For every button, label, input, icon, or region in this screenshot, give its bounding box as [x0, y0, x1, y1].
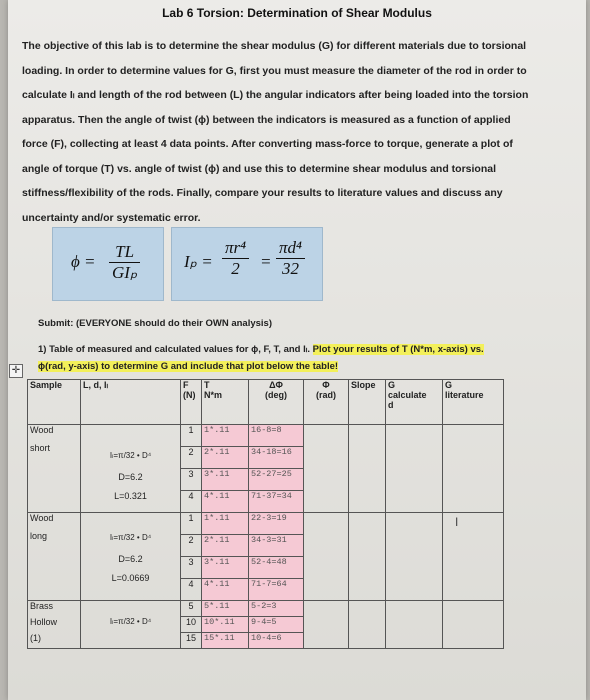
delta-phi-cell[interactable]: 10-4=6 [249, 633, 304, 649]
g-calc-cell[interactable] [386, 513, 443, 601]
formula-numerator: TL [109, 242, 140, 263]
col-header-g-calc: G calculate d [386, 380, 443, 425]
table-move-handle-icon[interactable]: ✛ [9, 364, 23, 378]
torque-cell[interactable]: 4*.11 [202, 579, 249, 601]
force-cell[interactable]: 2 [181, 447, 202, 469]
table-row [28, 601, 504, 617]
force-cell[interactable]: 4 [181, 579, 202, 601]
phi-cell[interactable] [304, 601, 349, 649]
force-cell[interactable]: 3 [181, 469, 202, 491]
col-header-sample: Sample [28, 380, 81, 425]
delta-phi-cell[interactable]: 52-4=48 [249, 557, 304, 579]
intro-line: angle of torque (T) vs. angle of twist (ϕ) and use this to determine shear modulus and torsional [22, 162, 497, 175]
torque-cell[interactable]: 3*.11 [202, 557, 249, 579]
phi-cell[interactable] [304, 425, 349, 513]
force-cell[interactable]: 3 [181, 557, 202, 579]
g-lit-cell[interactable] [443, 513, 504, 601]
instruction-text: 1) Table of measured and calculated values for ϕ, F, T, and Iₗ. [38, 344, 310, 355]
col-header-torque: T N*m [202, 380, 249, 425]
sample-name: long [30, 531, 48, 541]
formula-lhs: Iₚ = [184, 252, 213, 271]
slope-cell[interactable] [349, 513, 386, 601]
formula-numerator: πr⁴ [222, 238, 249, 259]
slope-cell[interactable] [349, 601, 386, 649]
sample-cell [28, 425, 81, 513]
results-table [27, 379, 504, 649]
formula-fraction [276, 238, 305, 279]
force-cell[interactable]: 2 [181, 535, 202, 557]
torque-cell[interactable]: 1*.11 [202, 513, 249, 535]
delta-phi-cell[interactable]: 71-37=34 [249, 491, 304, 513]
intro-line: loading. In order to determine values for G, first you must measure the diameter of the rod in order to [22, 64, 527, 77]
length-value: L=0.0669 [111, 573, 150, 583]
formula-denominator: 2 [231, 259, 240, 278]
col-header-phi: Φ (rad) [304, 380, 349, 425]
col-header-dims: L, d, Iₗ [81, 380, 181, 425]
formula-lhs: ϕ = [71, 252, 96, 271]
sample-name: Brass [30, 601, 54, 611]
torque-cell[interactable]: 1*.11 [202, 425, 249, 447]
delta-phi-cell[interactable]: 34-18=16 [249, 447, 304, 469]
intro-line: stiffness/flexibility of the rods. Finally, compare your results to literature values and discuss any [22, 187, 503, 199]
force-cell[interactable]: 10 [181, 617, 202, 633]
force-cell[interactable]: 1 [181, 513, 202, 535]
polar-moment-formula [171, 227, 323, 301]
highlighted-instruction: Plot your results of T (N*m, x-axis) vs. [312, 344, 484, 355]
intro-line: apparatus. Then the angle of twist (ϕ) between the indicators is measured as a function of applied [22, 113, 511, 126]
torque-cell[interactable]: 3*.11 [202, 469, 249, 491]
intro-line: force (F), collecting at least 4 data points. After converting mass-force to torque, generate a plot of [22, 138, 513, 150]
text-cursor-icon: Ι [455, 515, 459, 529]
delta-phi-cell[interactable]: 34-3=31 [249, 535, 304, 557]
highlighted-instruction: ϕ(rad, y-axis) to determine G and include that plot below the table! [38, 361, 339, 372]
intro-line: The objective of this lab is to determine the shear modulus (G) for different materials due to torsional [22, 40, 527, 52]
force-cell[interactable]: 15 [181, 633, 202, 649]
torque-cell[interactable]: 2*.11 [202, 535, 249, 557]
torque-cell[interactable]: 15*.11 [202, 633, 249, 649]
force-cell[interactable]: 5 [181, 601, 202, 617]
force-cell[interactable]: 1 [181, 425, 202, 447]
torque-cell[interactable]: 5*.11 [202, 601, 249, 617]
formula-fraction [222, 238, 249, 279]
sample-name: Wood [30, 425, 54, 435]
diameter-value: D=6.2 [118, 472, 143, 482]
delta-phi-cell[interactable]: 52-27=25 [249, 469, 304, 491]
col-header-g-lit: G literature [443, 380, 504, 425]
table-row [28, 425, 504, 447]
delta-phi-cell[interactable]: 5-2=3 [249, 601, 304, 617]
length-value: L=0.321 [114, 491, 147, 501]
g-lit-cell[interactable] [443, 425, 504, 513]
sample-name: Wood [30, 513, 54, 523]
intro-line: uncertainty and/or systematic error. [22, 211, 201, 224]
submit-heading: Submit: (EVERYONE should do their OWN analysis) [38, 318, 273, 329]
sample-name: (1) [30, 633, 41, 643]
g-calc-cell[interactable] [386, 425, 443, 513]
sample-cell [28, 601, 81, 649]
sample-cell [28, 513, 81, 601]
formula-fraction [109, 242, 140, 283]
delta-phi-cell[interactable]: 71-7=64 [249, 579, 304, 601]
torque-cell[interactable]: 10*.11 [202, 617, 249, 633]
dims-cell [81, 513, 181, 601]
phi-cell[interactable] [304, 513, 349, 601]
diameter-value: D=6.2 [118, 554, 143, 564]
twist-angle-formula [52, 227, 164, 301]
col-header-delta-phi: ΔΦ (deg) [249, 380, 304, 425]
formula-denominator: GIₚ [112, 263, 138, 282]
torque-cell[interactable]: 4*.11 [202, 491, 249, 513]
dims-cell [81, 425, 181, 513]
table-header-row [28, 380, 504, 425]
slope-cell[interactable] [349, 425, 386, 513]
col-header-force: F (N) [181, 380, 202, 425]
ip-formula: Iₗ=π/32 • D⁴ [109, 451, 152, 460]
ip-formula: Iₗ=π/32 • D⁴ [109, 617, 152, 626]
delta-phi-cell[interactable]: 16-8=8 [249, 425, 304, 447]
torque-cell[interactable]: 2*.11 [202, 447, 249, 469]
page-title: Lab 6 Torsion: Determination of Shear Modulus [162, 6, 432, 20]
formula-denominator: 32 [281, 259, 299, 278]
table-instruction [38, 341, 558, 375]
g-calc-cell[interactable] [386, 601, 443, 649]
dims-cell [81, 601, 181, 649]
delta-phi-cell[interactable]: 22-3=19 [249, 513, 304, 535]
force-cell[interactable]: 4 [181, 491, 202, 513]
table-row [28, 513, 504, 535]
g-lit-cell[interactable] [443, 601, 504, 649]
sample-name: Hollow [30, 617, 58, 627]
ip-formula: Iₗ=π/32 • D⁴ [109, 533, 152, 542]
delta-phi-cell[interactable]: 9-4=5 [249, 617, 304, 633]
objective-paragraph [22, 34, 567, 230]
formula-equals: = [260, 252, 272, 271]
intro-line: calculate Iₗ and length of the rod between (L) the angular indicators after being loaded into the torsion [22, 89, 529, 101]
col-header-slope: Slope [349, 380, 386, 425]
sample-name: short [30, 443, 51, 453]
formula-numerator: πd⁴ [276, 238, 305, 259]
